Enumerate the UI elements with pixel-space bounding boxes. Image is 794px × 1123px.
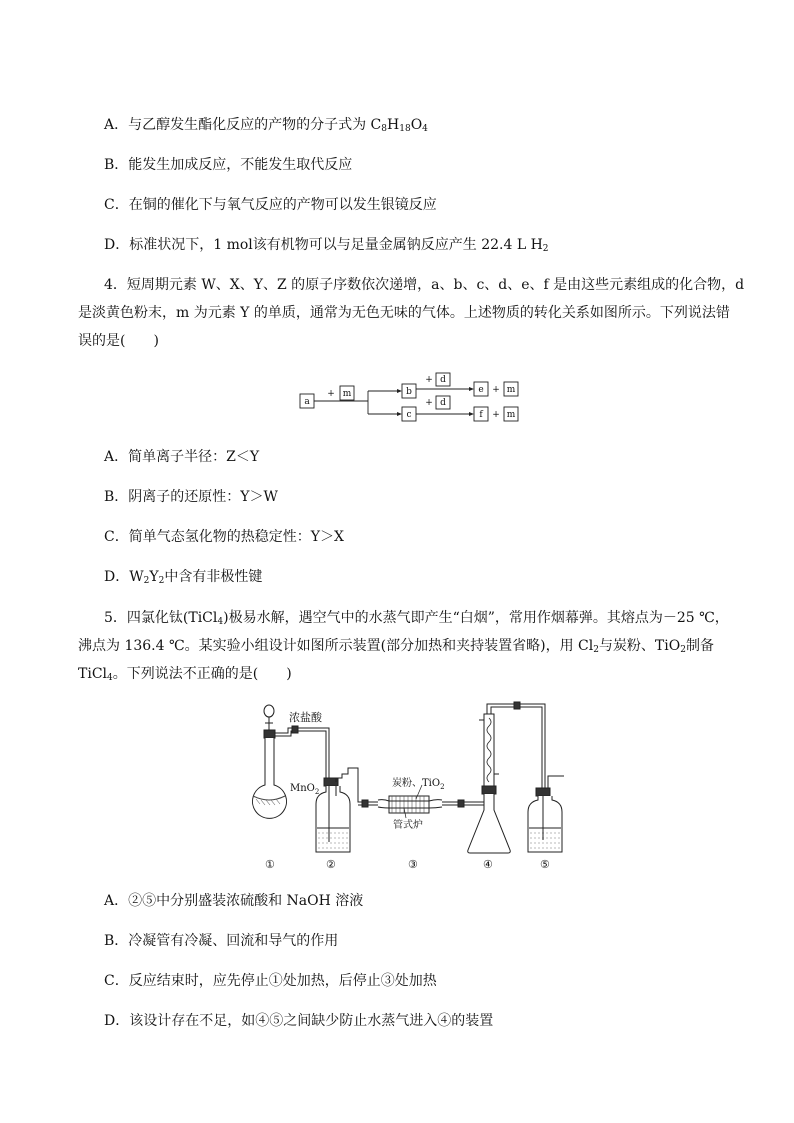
label-num-5: ⑤ [540, 858, 550, 871]
label-tube-furnace: 管式炉 [393, 820, 423, 831]
plus-3: + [492, 385, 500, 395]
q4-option-b: B．阴离子的还原性：Y＞W [104, 489, 278, 505]
q5-option-d: D．该设计存在不足，如④⑤之间缺少防止水蒸气进入④的装置 [104, 1013, 494, 1029]
box-b-label: b [406, 387, 412, 397]
q3-option-b: B．能发生加成反应，不能发生取代反应 [104, 157, 353, 173]
q4-option-a: A．简单离子半径：Z＜Y [104, 449, 260, 465]
q5-stem-line2: 沸点为 136.4 ℃。某实验小组设计如图所示装置(部分加热和夹持装置省略)，用 $Cl_2$与炭粉、TiO$_2$制备 [78, 638, 714, 655]
wash-bottle-2 [316, 786, 350, 852]
box-d2-label: d [440, 398, 446, 408]
q3-option-a: A．与乙醇发生酯化反应的产物的分子式为 $C_8H_{18}O_4$ [104, 117, 428, 134]
conical-flask [468, 794, 511, 853]
plus-2: + [425, 375, 433, 385]
round-bottom-flask [253, 738, 287, 818]
box-m3-label: m [506, 410, 516, 420]
box-d1-label: d [440, 375, 446, 385]
label-mno2: MnO$_2$ [290, 783, 320, 796]
tube-furnace [389, 796, 429, 813]
q4-flow-diagram [296, 372, 526, 426]
q5-apparatus-diagram [246, 700, 576, 874]
q4-stem-line1: 4．短周期元素 W、X、Y、Z 的原子序数依次递增，a、b、c、d、e、f 是由这些元素组成的化合物，d [104, 277, 745, 293]
q4-option-d: D．$W_2Y_2$中含有非极性键 [104, 569, 263, 586]
flask4-stopper [482, 786, 496, 794]
q4-stem-line3: 误的是( ) [78, 333, 159, 349]
q3-option-d: D．标准状况下，1 mol该有机物可以与足量金属钠反应产生 22.4 L $H_2$ [104, 237, 549, 254]
label-num-1: ① [265, 858, 275, 871]
label-carbon-tio2: 炭粉、TiO$_2$ [392, 778, 445, 791]
bottle5-stopper [536, 788, 550, 796]
q5-stem-line3: TiCl$_4$。下列说法不正确的是( ) [78, 666, 292, 683]
label-conc-hcl: 浓盐酸 [289, 711, 322, 724]
q4-stem-line2: 是淡黄色粉末，m 为元素 Y 的单质，通常为无色无味的气体。上述物质的转化关系如图所示。下列说法错 [78, 305, 730, 321]
box-e-label: e [478, 385, 484, 395]
q5-option-b: B．冷凝管有冷凝、回流和导气的作用 [104, 933, 339, 949]
box-a-label: a [304, 397, 310, 407]
plus-5: + [492, 410, 500, 420]
q3-option-c: C．在铜的催化下与氧气反应的产物可以发生银镜反应 [104, 197, 437, 213]
box-c-label: c [406, 410, 412, 420]
q5-option-a: A．②⑤中分别盛装浓硫酸和 NaOH 溶液 [104, 893, 364, 909]
label-num-2: ② [326, 858, 336, 871]
flask1-stopper [264, 730, 275, 738]
plus-4: + [425, 398, 433, 408]
label-num-4: ④ [483, 858, 493, 871]
box-f-label: f [479, 410, 483, 420]
q4-option-c: C．简单气态氢化物的热稳定性：Y＞X [104, 529, 344, 545]
funnel-bulb [264, 705, 274, 717]
box-m2-label: m [506, 385, 516, 395]
plus-1: + [327, 389, 335, 399]
wash-bottle-5 [528, 796, 562, 852]
box-m1-label: m [342, 389, 352, 399]
q5-stem-line1: 5．四氯化钛(TiCl$_4$)极易水解，遇空气中的水蒸气即产生“白烟”，常用作烟幕弹。其熔点为－25 ℃， [104, 610, 729, 627]
label-num-3: ③ [408, 858, 418, 871]
q5-option-c: C．反应结束时，应先停止①处加热，后停止③处加热 [104, 973, 437, 989]
